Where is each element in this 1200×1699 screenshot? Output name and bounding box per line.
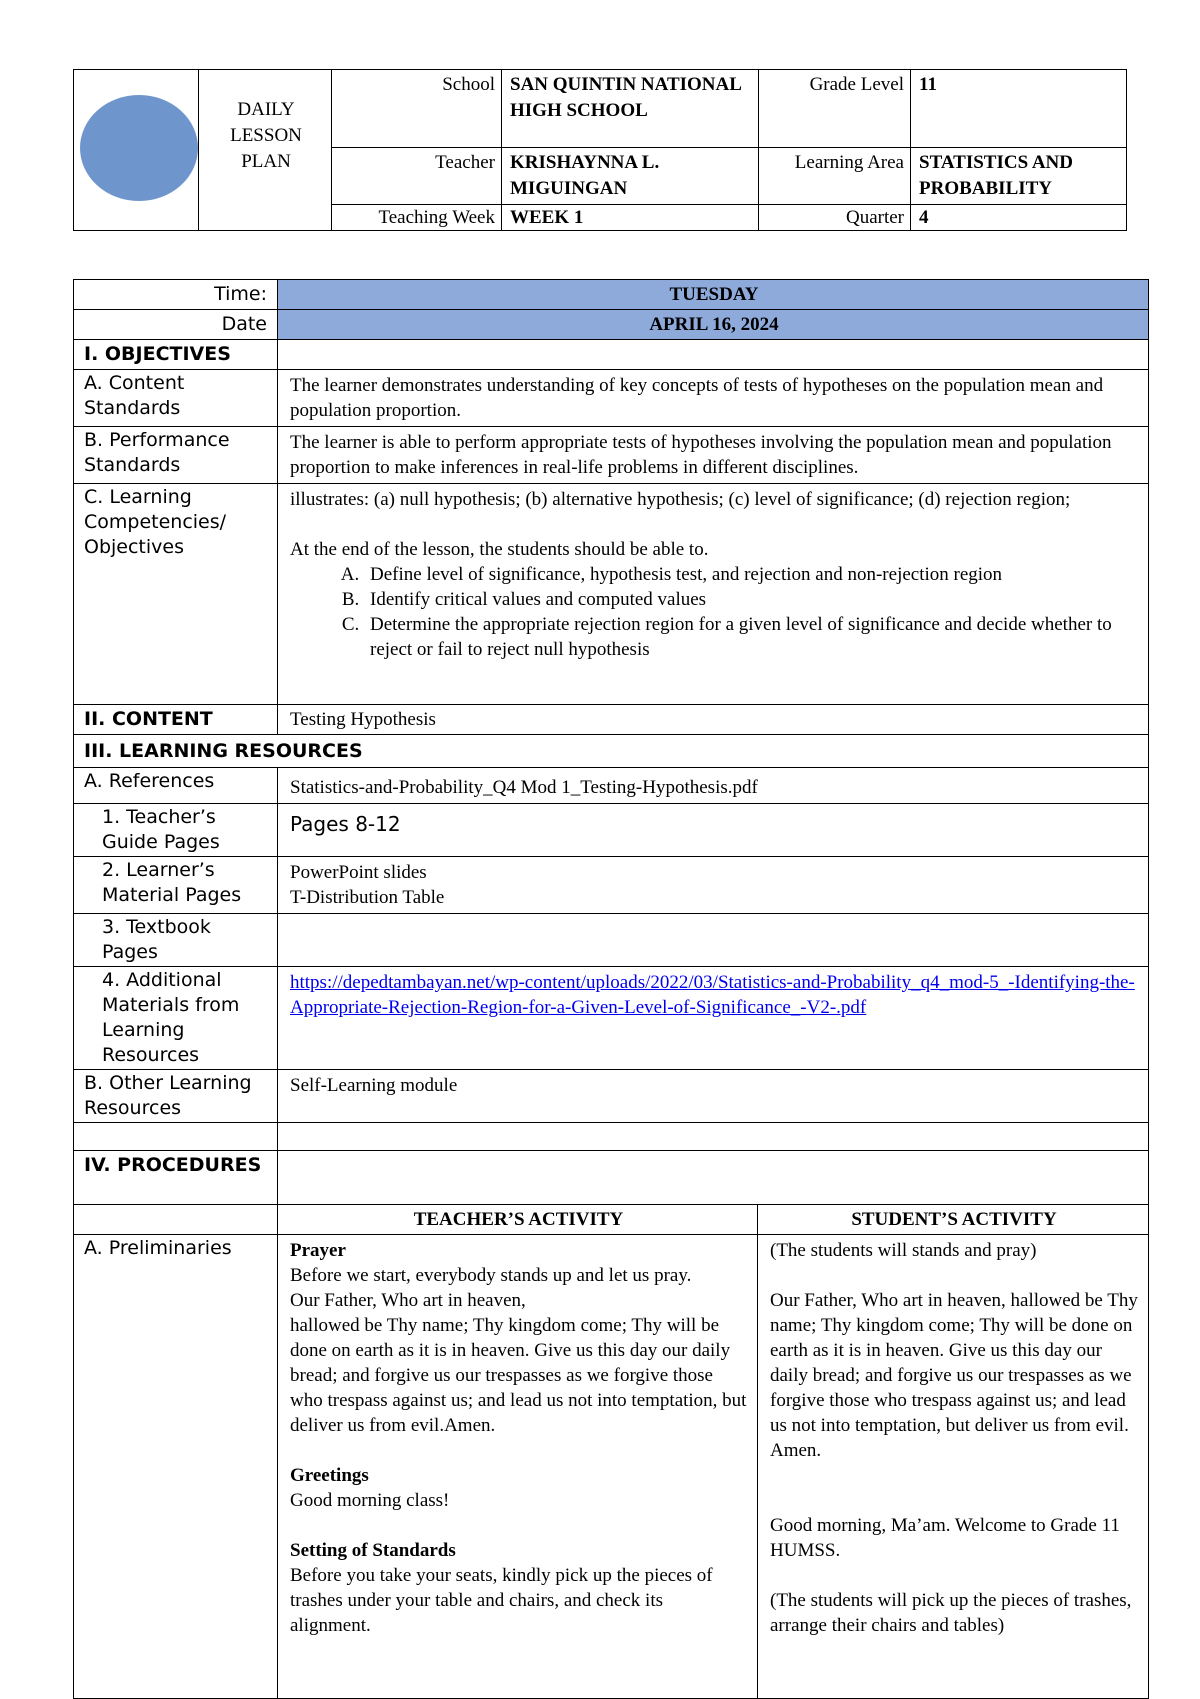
empty-cell	[278, 340, 1149, 370]
logo-seal-icon	[80, 95, 198, 201]
student-prayer-text: Our Father, Who art in heaven, hallowed be Thy name; Thy kingdom come; Thy will be done on earth as it is in heaven. Give us this day our daily bread; and forgive us our trespasses as we forgive those who trespass against us; and lead us not into temptation, but deliver us from evil. Amen.	[770, 1290, 1138, 1461]
grade-level-label: Grade Level	[759, 70, 911, 148]
objective-item: B. Identify critical values and computed values	[364, 587, 1138, 612]
prayer-body: hallowed be Thy name; Thy kingdom come; Thy will be done on earth as it is in heaven. Give us this day our daily bread; and forgive us our trespasses as we forgive those who trespass against us; and lead us not into temptation, but deliver us from evil.Amen.	[290, 1315, 747, 1436]
teacher-label: Teacher	[332, 148, 502, 205]
quarter-value: 4	[911, 205, 1127, 231]
learning-area-value: STATISTICS AND PROBABILITY	[911, 148, 1127, 205]
competencies-label: C. Learning Competencies/ Objectives	[74, 484, 278, 705]
header-table	[73, 69, 1127, 231]
content-value: Testing Hypothesis	[278, 705, 1149, 735]
additional-materials-label: 4. Additional Materials from Learning Resources	[74, 967, 278, 1070]
objectives-intro: At the end of the lesson, the students should be able to.	[290, 539, 709, 560]
date-label: Date	[74, 310, 278, 340]
material-line: T-Distribution Table	[290, 887, 445, 908]
prayer-intro: Before we start, everybody stands up and let us pray.	[290, 1265, 692, 1286]
objectives-heading: I. OBJECTIVES	[74, 340, 278, 370]
time-label: Time:	[74, 280, 278, 310]
performance-standards-label: B. Performance Standards	[74, 427, 278, 484]
standards-text: Before you take your seats, kindly pick up the pieces of trashes under your table and chairs, and check its alignment.	[290, 1565, 713, 1636]
empty-cell	[278, 1123, 1149, 1151]
empty-cell	[278, 1151, 1149, 1205]
student-prayer-action: (The students will stands and pray)	[770, 1240, 1037, 1261]
grade-level-value: 11	[911, 70, 1127, 148]
references-label: A. References	[74, 768, 278, 804]
content-heading: II. CONTENT	[74, 705, 278, 735]
procedures-heading: IV. PROCEDURES	[74, 1151, 278, 1205]
day-value: TUESDAY	[278, 280, 1149, 310]
competency-text: illustrates: (a) null hypothesis; (b) alternative hypothesis; (c) level of significance; (d) rejection region;	[290, 489, 1071, 510]
objective-item: A. Define level of significance, hypothesis test, and rejection and non-rejection region	[364, 562, 1138, 587]
plan-title-line: LESSON	[230, 125, 302, 146]
textbook-label: 3. Textbook Pages	[74, 914, 278, 967]
objectives-list	[290, 562, 1138, 662]
standards-title: Setting of Standards	[290, 1540, 456, 1561]
references-value: Statistics-and-Probability_Q4 Mod 1_Testing-Hypothesis.pdf	[278, 768, 1149, 804]
plan-title-line: DAILY	[237, 99, 295, 120]
teacher-activity-cell	[278, 1235, 758, 1699]
school-logo	[74, 70, 199, 231]
material-line: PowerPoint slides	[290, 862, 427, 883]
date-value: APRIL 16, 2024	[278, 310, 1149, 340]
student-standards-reply: (The students will pick up the pieces of trashes, arrange their chairs and tables)	[770, 1590, 1132, 1636]
empty-cell	[74, 1123, 278, 1151]
student-activity-header: STUDENT’S ACTIVITY	[758, 1205, 1149, 1235]
teaching-week-label: Teaching Week	[332, 205, 502, 231]
content-standards-value: The learner demonstrates understanding of key concepts of tests of hypotheses on the population mean and population proportion.	[278, 370, 1149, 427]
empty-cell	[74, 1205, 278, 1235]
preliminaries-label: A. Preliminaries	[74, 1235, 278, 1699]
teacher-value: KRISHAYNNA L. MIGUINGAN	[502, 148, 759, 205]
competencies-value	[278, 484, 1149, 705]
content-standards-label: A. Content Standards	[74, 370, 278, 427]
learning-area-label: Learning Area	[759, 148, 911, 205]
textbook-value	[278, 914, 1149, 967]
learners-material-value	[278, 857, 1149, 914]
additional-materials-value	[278, 967, 1149, 1070]
teacher-activity-header: TEACHER’S ACTIVITY	[278, 1205, 758, 1235]
plan-title	[199, 70, 332, 231]
objective-item: C. Determine the appropriate rejection region for a given level of significance and decide whether to reject or fail to reject null hypothesis	[364, 612, 1138, 662]
school-value: SAN QUINTIN NATIONAL HIGH SCHOOL	[502, 70, 759, 148]
teachers-guide-label: 1. Teacher’s Guide Pages	[74, 804, 278, 857]
student-greeting-reply: Good morning, Ma’am. Welcome to Grade 11 HUMSS.	[770, 1515, 1120, 1561]
teachers-guide-value: Pages 8-12	[278, 804, 1149, 857]
quarter-label: Quarter	[759, 205, 911, 231]
other-resources-label: B. Other Learning Resources	[74, 1070, 278, 1123]
resources-heading: III. LEARNING RESOURCES	[74, 735, 1149, 768]
school-label: School	[332, 70, 502, 148]
prayer-title: Prayer	[290, 1240, 346, 1261]
student-activity-cell	[758, 1235, 1149, 1699]
greetings-title: Greetings	[290, 1465, 369, 1486]
resource-link[interactable]: https://depedtambayan.net/wp-content/uploads/2022/03/Statistics-and-Probability_q4_mod-5_-Identifying-the-Appropriate-Rejection-Region-for-a-Given-Level-of-Significance_-V2-.pdf	[290, 972, 1135, 1018]
greetings-text: Good morning class!	[290, 1490, 450, 1511]
plan-title-line: PLAN	[241, 151, 291, 172]
lesson-plan-table	[73, 279, 1149, 1699]
performance-standards-value: The learner is able to perform appropriate tests of hypotheses involving the population mean and population proportion to make inferences in real-life problems in different disciplines.	[278, 427, 1149, 484]
learners-material-label: 2. Learner’s Material Pages	[74, 857, 278, 914]
other-resources-value: Self-Learning module	[278, 1070, 1149, 1123]
prayer-line: Our Father, Who art in heaven,	[290, 1290, 526, 1311]
teaching-week-value: WEEK 1	[502, 205, 759, 231]
